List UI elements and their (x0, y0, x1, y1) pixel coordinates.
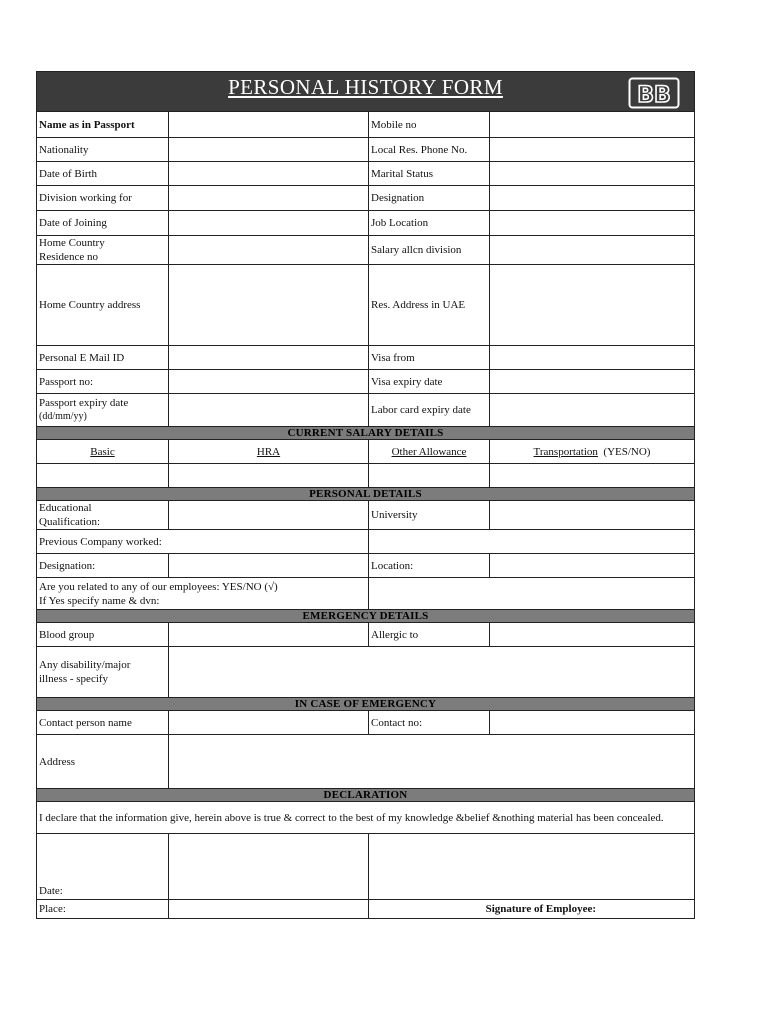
labor-card-label: Labor card expiry date (369, 394, 490, 427)
local-phone-label: Local Res. Phone No. (369, 138, 490, 162)
transportation-note: (YES/NO) (603, 445, 651, 458)
other-allowance-field[interactable] (369, 464, 490, 488)
designation-field[interactable] (490, 186, 695, 211)
place-label: Place: (37, 900, 169, 919)
signature-label: Signature of Employee: (369, 900, 695, 919)
visa-from-label: Visa from (369, 346, 490, 370)
emergency-address-field[interactable] (169, 735, 695, 789)
declaration-section-header: DECLARATION (37, 789, 695, 802)
date-label: Date: (37, 834, 169, 900)
salary-section-header: CURRENT SALARY DETAILS (37, 427, 695, 440)
joining-date-label: Date of Joining (37, 211, 169, 236)
local-phone-field[interactable] (490, 138, 695, 162)
disability-line1: Any disability/major (39, 659, 131, 671)
division-field[interactable] (169, 186, 369, 211)
education-field[interactable] (169, 501, 369, 530)
basic-header (37, 440, 169, 464)
transportation-header (490, 440, 695, 464)
mobile-label: Mobile no (369, 112, 490, 138)
passport-expiry-format: (dd/mm/yy) (39, 411, 87, 422)
marital-status-field[interactable] (490, 162, 695, 186)
salary-division-field[interactable] (490, 236, 695, 265)
basic-label: Basic (90, 445, 115, 458)
division-label: Division working for (37, 186, 169, 211)
education-line2: Qualification: (39, 516, 101, 528)
education-label (37, 501, 169, 530)
dob-label: Date of Birth (37, 162, 169, 186)
university-label: University (369, 501, 490, 530)
home-residence-field[interactable] (169, 236, 369, 265)
allergic-label: Allergic to (369, 623, 490, 647)
emergency-address-label: Address (37, 735, 169, 789)
allergic-field[interactable] (490, 623, 695, 647)
passport-no-label: Passport no: (37, 370, 169, 394)
blood-group-label: Blood group (37, 623, 169, 647)
previous-company-label[interactable]: Previous Company worked: (37, 530, 369, 554)
job-location-label: Job Location (369, 211, 490, 236)
other-allowance-label: Other Allowance (391, 445, 467, 458)
disability-line2: illness - specify (39, 673, 109, 685)
company-logo (628, 77, 680, 109)
related-employee-question: Are you related to any of our employees: YES/NO (√) (39, 580, 278, 593)
home-address-field[interactable] (169, 265, 369, 346)
job-location-field[interactable] (490, 211, 695, 236)
form-header (37, 72, 695, 112)
passport-expiry-label (37, 394, 169, 427)
related-employee-label[interactable] (37, 578, 369, 610)
related-employee-specify: If Yes specify name & dvn: (39, 594, 160, 607)
date-field[interactable] (169, 834, 369, 900)
name-field[interactable] (169, 112, 369, 138)
prev-location-label: Location: (369, 554, 490, 578)
prev-designation-field[interactable] (169, 554, 369, 578)
signature-area[interactable] (369, 834, 695, 900)
prev-designation-label: Designation: (37, 554, 169, 578)
salary-division-label: Salary allcn division (369, 236, 490, 265)
designation-label: Designation (369, 186, 490, 211)
visa-expiry-field[interactable] (490, 370, 695, 394)
contact-person-field[interactable] (169, 711, 369, 735)
hra-field[interactable] (169, 464, 369, 488)
home-residence-label (37, 236, 169, 265)
contact-person-label: Contact person name (37, 711, 169, 735)
visa-from-field[interactable] (490, 346, 695, 370)
email-field[interactable] (169, 346, 369, 370)
disability-label (37, 647, 169, 698)
blood-group-field[interactable] (169, 623, 369, 647)
hra-header (169, 440, 369, 464)
visa-expiry-label: Visa expiry date (369, 370, 490, 394)
hra-label: HRA (256, 445, 281, 458)
nationality-label: Nationality (37, 138, 169, 162)
declaration-text: I declare that the information give, herein above is true & correct to the best of my knowledge &belief &nothing material has been concealed. (37, 802, 695, 834)
dob-field[interactable] (169, 162, 369, 186)
basic-field[interactable] (37, 464, 169, 488)
place-field[interactable] (169, 900, 369, 919)
transportation-field[interactable] (490, 464, 695, 488)
passport-no-field[interactable] (169, 370, 369, 394)
logo-letters: BB (637, 83, 671, 108)
contact-no-label: Contact no: (369, 711, 490, 735)
labor-card-field[interactable] (490, 394, 695, 427)
transportation-label: Transportation (533, 445, 598, 458)
name-label: Name as in Passport (37, 112, 169, 138)
home-residence-line1: Home Country (39, 237, 105, 249)
in-case-of-emergency-section-header: IN CASE OF EMERGENCY (37, 698, 695, 711)
related-employee-field[interactable] (369, 578, 695, 610)
passport-expiry-text: Passport expiry date (39, 397, 129, 409)
form-title: PERSONAL HISTORY FORM (228, 75, 503, 99)
nationality-field[interactable] (169, 138, 369, 162)
personal-history-form (36, 71, 695, 919)
university-field[interactable] (490, 501, 695, 530)
personal-details-section-header: PERSONAL DETAILS (37, 488, 695, 501)
prev-location-field[interactable] (490, 554, 695, 578)
uae-address-label: Res. Address in UAE (369, 265, 490, 346)
disability-field[interactable] (169, 647, 695, 698)
home-address-label: Home Country address (37, 265, 169, 346)
contact-no-field[interactable] (490, 711, 695, 735)
mobile-field[interactable] (490, 112, 695, 138)
home-residence-line2: Residence no (39, 251, 98, 263)
uae-address-field[interactable] (490, 265, 695, 346)
joining-date-field[interactable] (169, 211, 369, 236)
passport-expiry-field[interactable] (169, 394, 369, 427)
other-allowance-header (369, 440, 490, 464)
previous-company-field[interactable] (369, 530, 695, 554)
marital-status-label: Marital Status (369, 162, 490, 186)
education-line1: Educational (39, 502, 92, 514)
emergency-details-section-header: EMERGENCY DETAILS (37, 610, 695, 623)
email-label: Personal E Mail ID (37, 346, 169, 370)
